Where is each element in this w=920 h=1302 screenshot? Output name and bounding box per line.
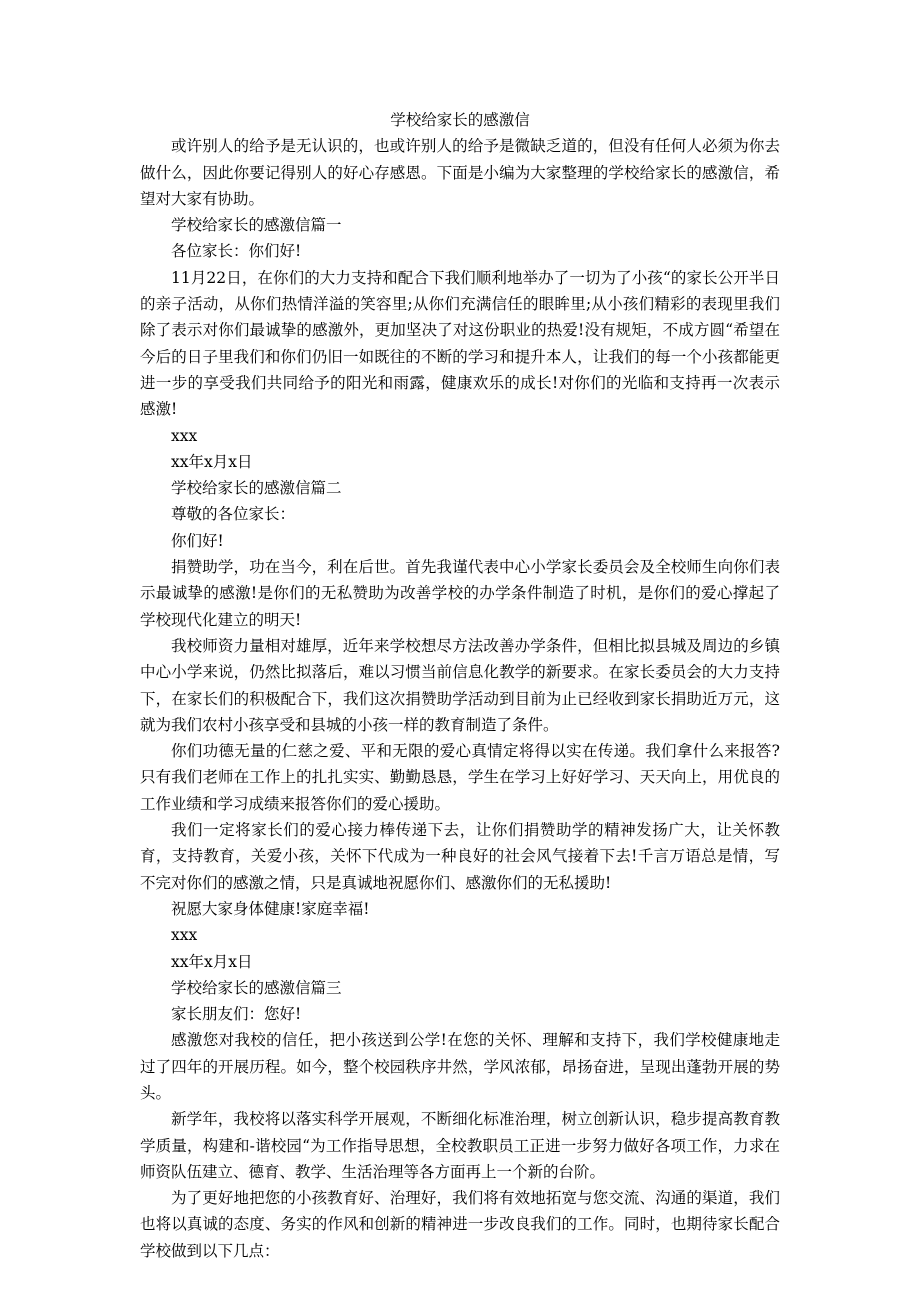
- body-paragraph: 我校师资力量相对雄厚，近年来学校想尽方法改善办学条件，但相比拟县城及周边的乡镇中心小学来说，仍然比拟落后，难以习惯当前信息化教学的新要求。在家长委员会的大力支持下，在家长们的积极配合下，我们这次捐赞助学活动到目前为止已经收到家长捐助近万元，这就为我们农村小孩享受和县城的小孩一样的教育制造了条件。: [140, 636, 780, 734]
- document-page: [140, 107, 780, 1264]
- body-paragraph: 新学年，我校将以落实科学开展观，不断细化标准治理，树立创新认识，稳步提高教育教学质量，构建和-谐校园“为工作指导思想，全校教职员工正进一步努力做好各项工作，力求在师资队伍建立、德育、教学、生活治理等各方面再上一个新的台阶。: [140, 1110, 780, 1181]
- signature-name-1: xxx: [171, 426, 198, 445]
- body-paragraph: 感激您对我校的信任，把小孩送到公学!在您的关怀、理解和支持下，我们学校健康地走过了四年的开展历程。如今，整个校园秩序井然，学风浓郁，昂扬奋进，呈现出蓬勃开展的势头。: [140, 1031, 780, 1102]
- signature-date-1: xx年x月x日: [171, 452, 253, 471]
- section-heading-1: 学校给家长的感激信篇一: [171, 216, 342, 235]
- document-title: 学校给家长的感激信: [390, 111, 530, 129]
- signature-date-2: xx年x月x日: [171, 952, 253, 971]
- salutation-3: 家长朋友们：您好!: [171, 1005, 302, 1024]
- section-heading-3: 学校给家长的感激信篇三: [171, 978, 342, 997]
- signature-name-2: xxx: [171, 926, 198, 945]
- body-paragraph: 11月22日，在你们的大力支持和配合下我们顺利地举办了一切为了小孩“的家长公开半日的亲子活动，从你们热情洋溢的笑容里;从你们充满信任的眼眸里;从小孩们精彩的表现里我们除了表示对你们最诚挚的感激外，更加坚决了对这份职业的热爱!没有规矩，不成方圆“希望在今后的日子里我们和你们仍旧一如既往的不断的学习和提升本人，让我们的每一个小孩都能更进一步的享受我们共同给予的阳光和雨露，健康欢乐的成长!对你们的光临和支持再一次表示感激!: [140, 268, 780, 419]
- greeting-2: 你们好!: [171, 531, 224, 550]
- body-paragraph: 我们一定将家长们的爱心接力棒传递下去，让你们捐赞助学的精神发扬广大，让关怀教育，支持教育，关爱小孩，关怀下代成为一种良好的社会风气接着下去!千言万语总是情，写不完对你们的感激之情，只是真诚地祝愿你们、感激你们的无私援助!: [140, 821, 780, 892]
- salutation-1: 各位家长：你们好!: [171, 242, 302, 261]
- intro-paragraph: 或许别人的给予是无认识的，也或许别人的给予是微缺乏道的，但没有任何人必须为你去做什么，因此你要记得别人的好心存感恩。下面是小编为大家整理的学校给家长的感激信，希望对大家有协助。: [140, 137, 780, 208]
- salutation-2: 尊敬的各位家长：: [171, 505, 296, 524]
- closing-wish-2: 祝愿大家身体健康!家庭幸福!: [171, 899, 370, 918]
- body-paragraph: 捐赞助学，功在当今，利在后世。首先我谨代表中心小学家长委员会及全校师生向你们表示最诚挚的感激!是你们的无私赞助为改善学校的办学条件制造了时机，是你们的爱心撑起了学校现代化建立的明天!: [140, 558, 780, 629]
- section-heading-2: 学校给家长的感激信篇二: [171, 479, 342, 498]
- body-paragraph: 你们功德无量的仁慈之爱、平和无限的爱心真情定将得以实在传递。我们拿什么来报答?只有我们老师在工作上的扎扎实实、勤勤恳恳，学生在学习上好好学习、天天向上，用优良的工作业绩和学习成绩来报答你们的爱心援助。: [140, 742, 780, 813]
- body-paragraph: 为了更好地把您的小孩教育好、治理好，我们将有效地拓宽与您交流、沟通的渠道，我们也将以真诚的态度、务实的作风和创新的精神进一步改良我们的工作。同时，也期待家长配合学校做到以下几点：: [140, 1189, 780, 1260]
